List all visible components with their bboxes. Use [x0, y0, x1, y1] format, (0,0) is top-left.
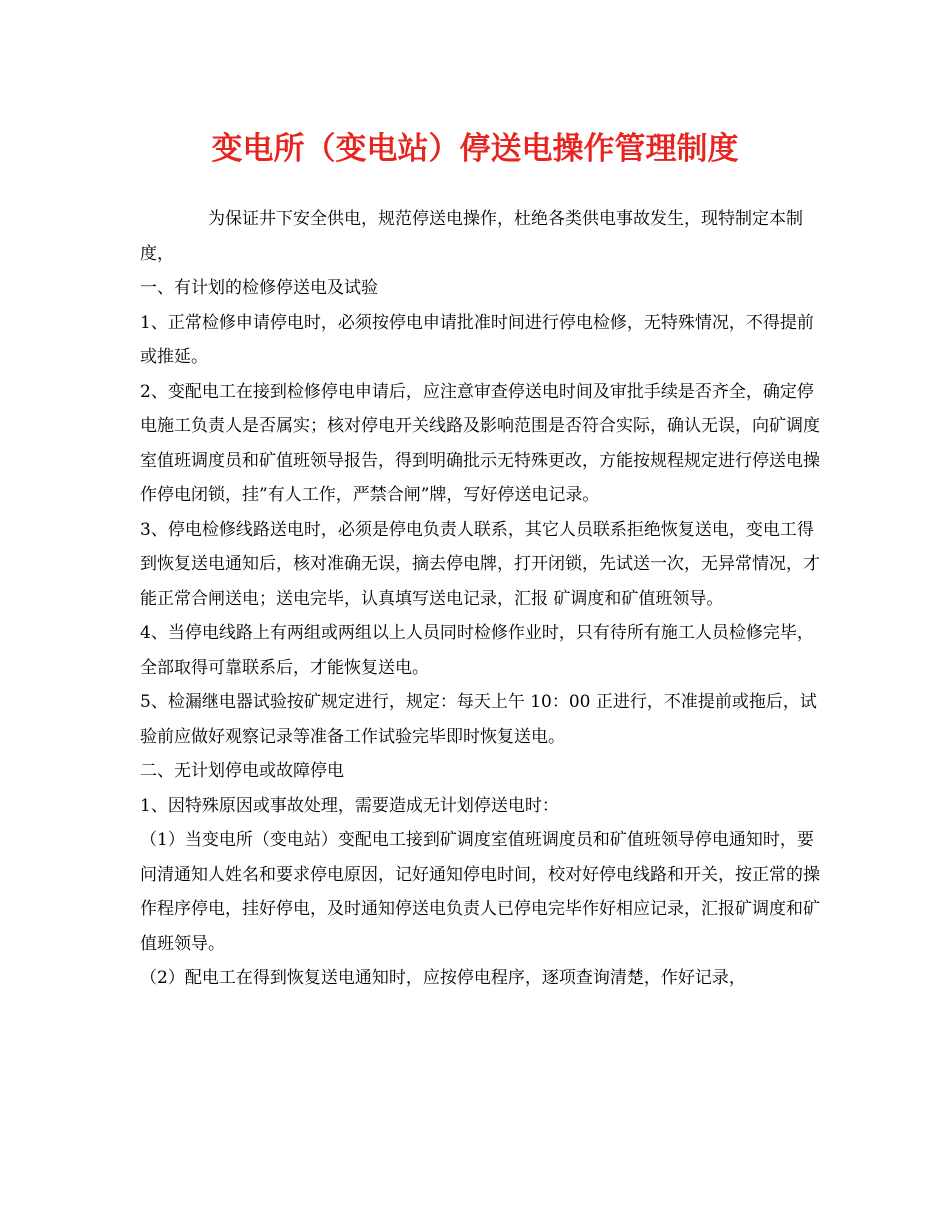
paragraph-subitem: （1）当变电所（变电站）变配电工接到矿调度室值班调度员和矿值班领导停电通知时，要问清通知人姓名和要求停电原因，记好通知停电时间，校对好停电线路和开关，按正常的操作程序停电，挂好停电，及时通知停送电负责人已停电完毕作好相应记录，汇报矿调度和矿值班领导。 — [140, 830, 820, 954]
document-title: 变电所（变电站）停送电操作管理制度 — [211, 131, 739, 167]
document-body — [140, 202, 820, 996]
paragraph-item: 1、因特殊原因或事故处理，需要造成无计划停送电时： — [140, 795, 559, 816]
paragraph-item: 4、当停电线路上有两组或两组以上人员同时检修作业时，只有待所有施工人员检修完毕，全部取得可靠联系后，才能恢复送电。 — [140, 623, 814, 678]
paragraph-item: 1、正常检修申请停电时，必须按停电申请批准时间进行停电检修，无特殊情况，不得提前或推延。 — [140, 312, 814, 367]
paragraph-item: 2、变配电工在接到检修停电申请后，应注意审查停送电时间及审批手续是否齐全，确定停电施工负责人是否属实；核对停电开关线路及影响范围是否符合实际，确认无误，向矿调度室值班调度员和矿值班领导报告，得到明确批示无特殊更改，方能按规程规定进行停送电操作停电闭锁，挂”有人工作，严禁合闸”牌，写好停送电记录。 — [140, 381, 820, 505]
section-heading-unplanned: 二、无计划停电或故障停电 — [140, 761, 344, 781]
paragraph-item: 5、检漏继电器试验按矿规定进行，规定：每天上午 10：00 正进行，不准提前或拖后，试验前应做好观察记录等准备工作试验完毕即时恢复送电。 — [140, 692, 817, 747]
paragraph-intro: 为保证井下安全供电，规范停送电操作，杜绝各类供电事故发生，现特制定本制度， — [140, 209, 803, 264]
paragraph-subitem: （2）配电工在得到恢复送电通知时，应按停电程序，逐项查询清楚，作好记录， — [140, 968, 746, 988]
paragraph-item: 3、停电检修线路送电时，必须是停电负责人联系，其它人员联系拒绝恢复送电，变电工得到恢复送电通知后，核对准确无误，摘去停电牌，打开闭锁，先试送一次，无异常情况，才能正常合闸送电；送电完毕，认真填写送电记录，汇报 矿调度和矿值班领导。 — [140, 519, 820, 609]
section-heading-planned: 一、有计划的检修停送电及试验 — [140, 278, 378, 298]
